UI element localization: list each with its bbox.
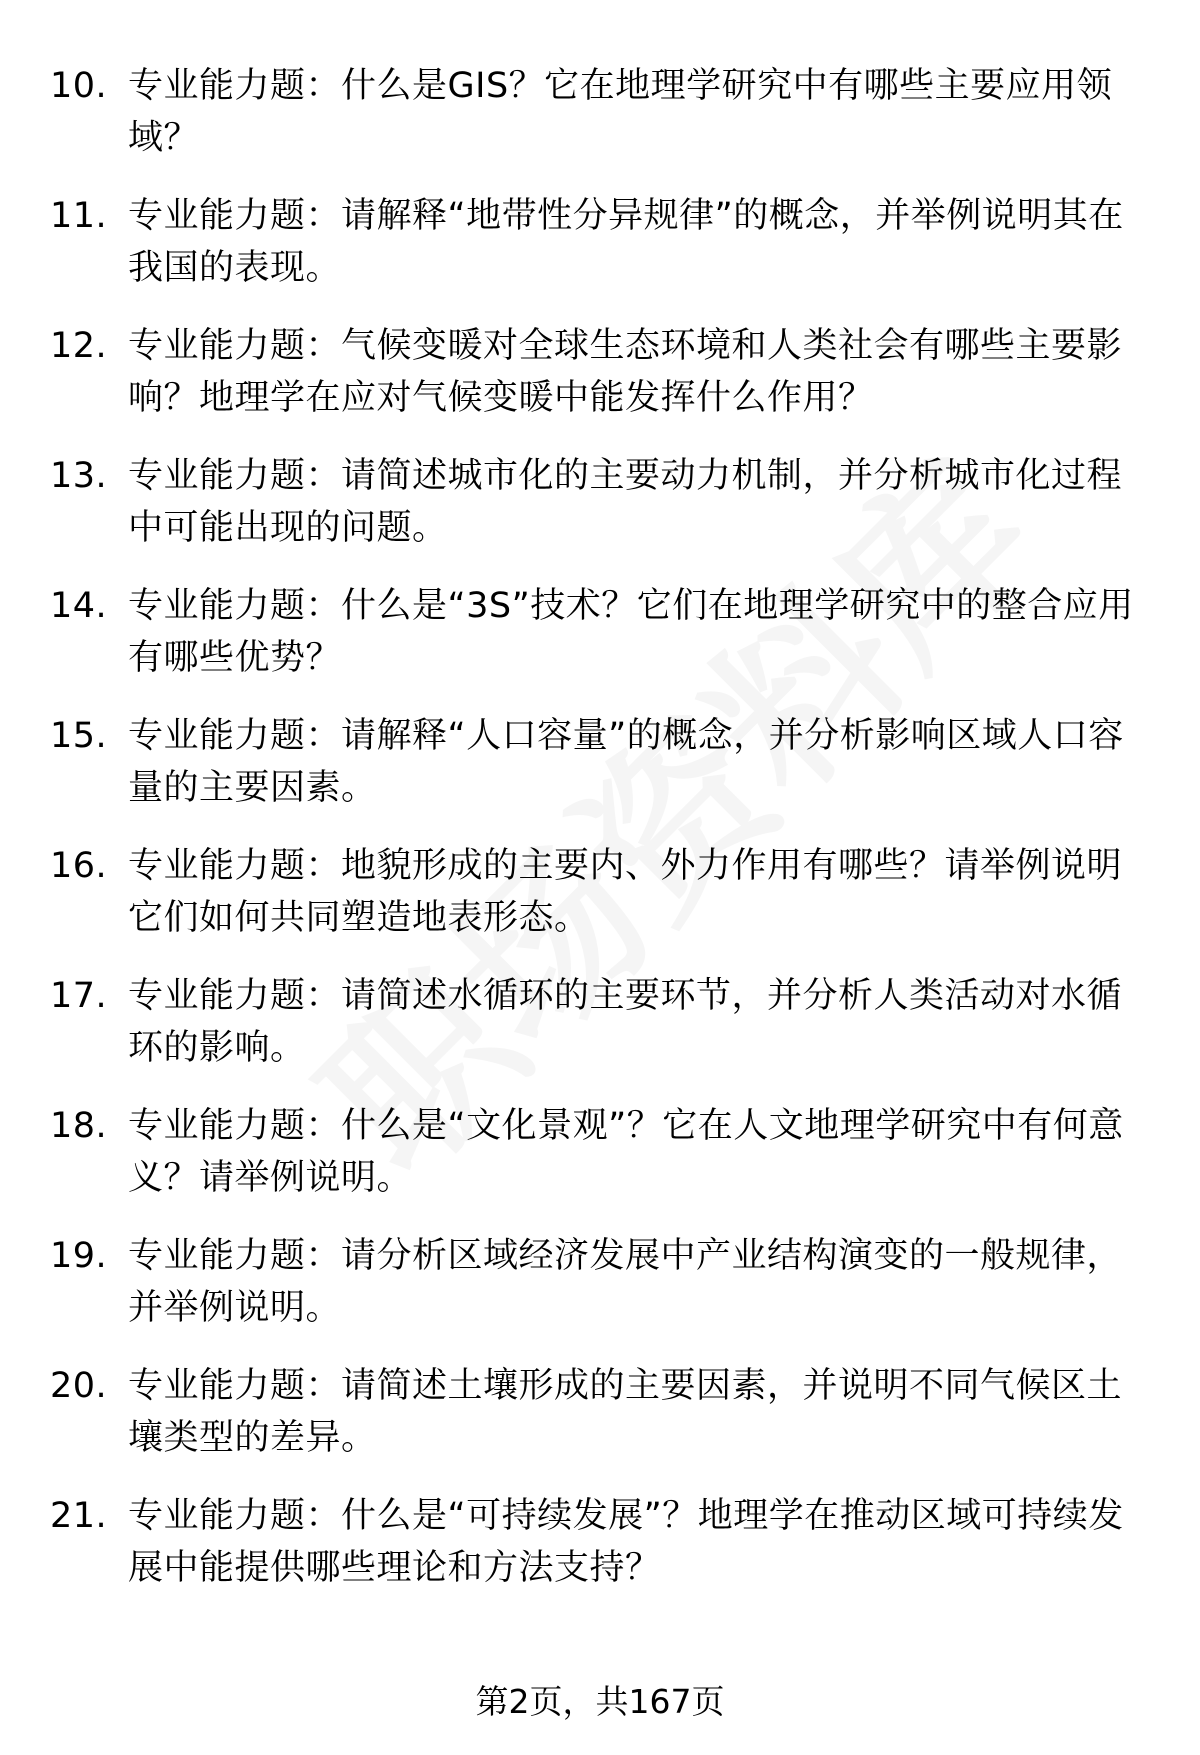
question-text: 专业能力题：什么是“可持续发展”？地理学在推动区域可持续发展中能提供哪些理论和方法支持？ bbox=[128, 1496, 1124, 1588]
question-item bbox=[50, 970, 1150, 1074]
question-number: 14. bbox=[50, 586, 108, 626]
question-item bbox=[50, 190, 1150, 294]
question-text: 专业能力题：地貌形成的主要内、外力作用有哪些？请举例说明它们如何共同塑造地表形态。 bbox=[128, 846, 1123, 938]
question-item bbox=[50, 60, 1150, 164]
question-item bbox=[50, 1100, 1150, 1204]
question-number: 10. bbox=[50, 66, 108, 106]
question-number: 12. bbox=[50, 326, 108, 366]
question-number: 17. bbox=[50, 976, 108, 1016]
question-text: 专业能力题：请简述城市化的主要动力机制，并分析城市化过程中可能出现的问题。 bbox=[128, 456, 1123, 548]
question-text: 专业能力题：请解释“人口容量”的概念，并分析影响区域人口容量的主要因素。 bbox=[128, 716, 1124, 808]
question-list bbox=[50, 60, 1150, 1620]
question-text: 专业能力题：什么是“文化景观”？它在人文地理学研究中有何意义？请举例说明。 bbox=[128, 1106, 1124, 1198]
question-number: 15. bbox=[50, 716, 108, 756]
question-number: 16. bbox=[50, 846, 108, 886]
question-number: 21. bbox=[50, 1496, 108, 1536]
question-item bbox=[50, 1360, 1150, 1464]
question-item bbox=[50, 1490, 1150, 1594]
question-text: 专业能力题：请分析区域经济发展中产业结构演变的一般规律，并举例说明。 bbox=[128, 1236, 1123, 1328]
page-number-footer: 第2页，共167页 bbox=[475, 1682, 725, 1721]
question-text: 专业能力题：请简述土壤形成的主要因素，并说明不同气候区土壤类型的差异。 bbox=[128, 1366, 1123, 1458]
question-text: 专业能力题：请简述水循环的主要环节，并分析人类活动对水循环的影响。 bbox=[128, 976, 1123, 1068]
question-item bbox=[50, 450, 1150, 554]
question-item bbox=[50, 320, 1150, 424]
question-number: 18. bbox=[50, 1106, 108, 1146]
question-text: 专业能力题：什么是“3S”技术？它们在地理学研究中的整合应用有哪些优势？ bbox=[128, 586, 1134, 678]
question-number: 11. bbox=[50, 196, 108, 236]
question-number: 13. bbox=[50, 456, 108, 496]
question-text: 专业能力题：请解释“地带性分异规律”的概念，并举例说明其在我国的表现。 bbox=[128, 196, 1124, 288]
question-text: 专业能力题：什么是GIS？它在地理学研究中有哪些主要应用领域？ bbox=[128, 66, 1113, 158]
question-item bbox=[50, 840, 1150, 944]
question-text: 专业能力题：气候变暖对全球生态环境和人类社会有哪些主要影响？地理学在应对气候变暖中能发挥什么作用？ bbox=[128, 326, 1123, 418]
question-number: 19. bbox=[50, 1236, 108, 1276]
question-item bbox=[50, 1230, 1150, 1334]
question-item bbox=[50, 580, 1150, 684]
question-number: 20. bbox=[50, 1366, 108, 1406]
question-item bbox=[50, 710, 1150, 814]
